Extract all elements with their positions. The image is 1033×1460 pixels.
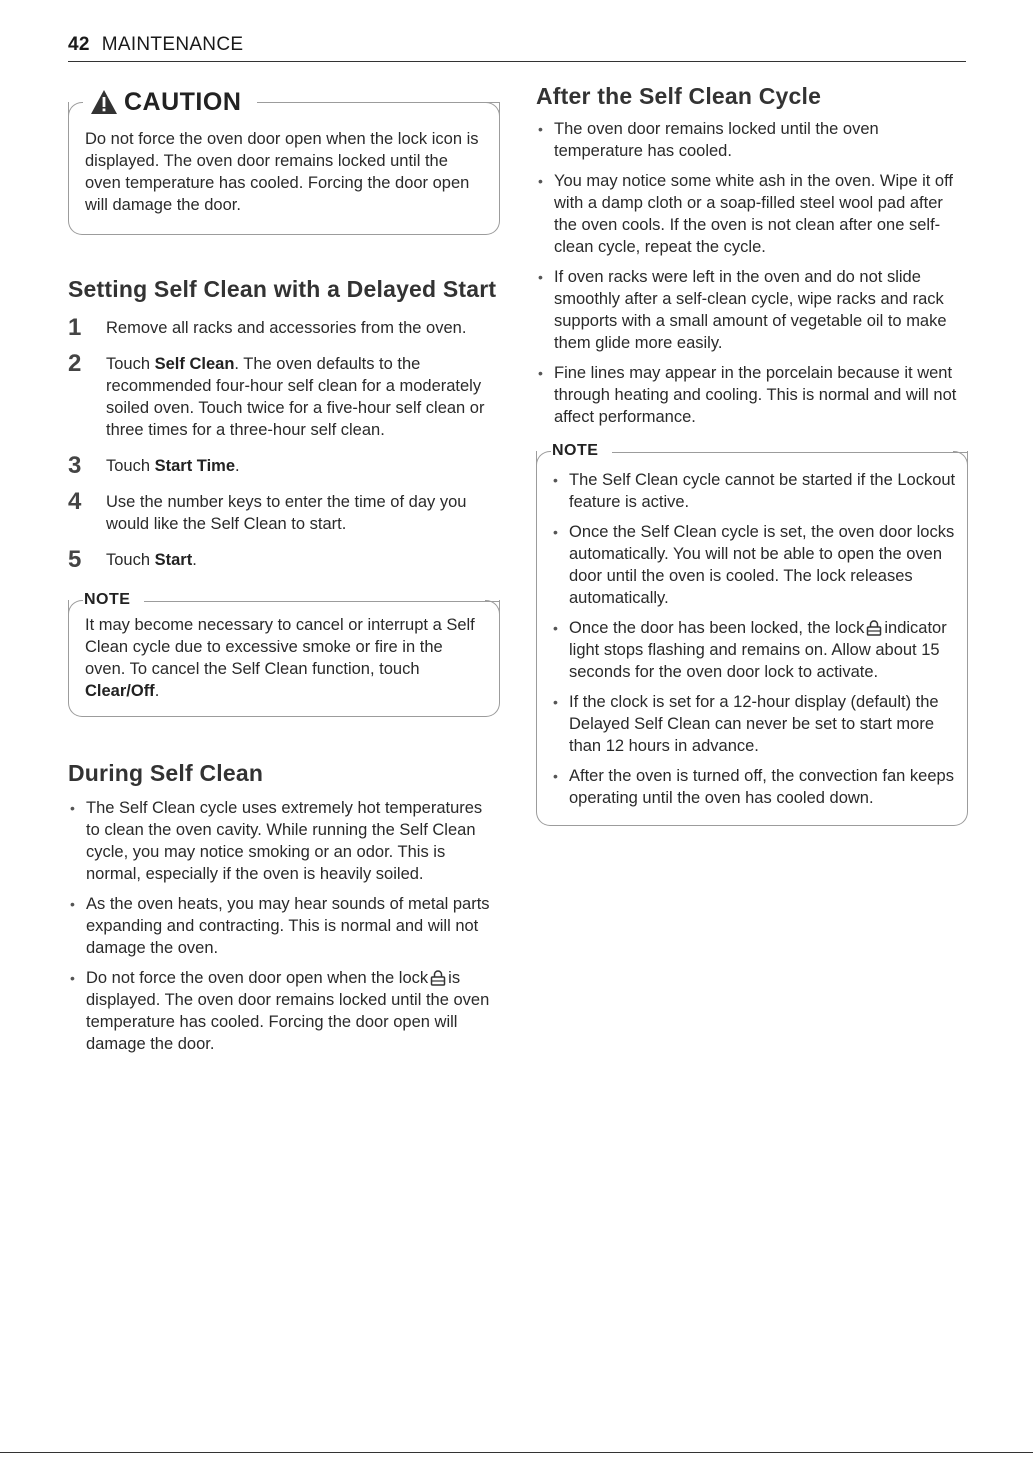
note-box-delayed: [68, 585, 500, 717]
note-text: It may become necessary to cancel or interrupt a Self Clean cycle due to excessive smoke or fire in the oven. To cancel the Self Clean function, touch Clear/Off.: [85, 616, 475, 700]
list-item: • If oven racks were left in the oven and do not slide smoothly after a self-clean cycle, wipe racks and rack supports with a small amount of vegetable oil to make them glide more easily.: [536, 266, 968, 354]
button-name: Start Time: [154, 457, 236, 475]
step-3: [68, 452, 500, 479]
step-text: .: [192, 551, 197, 569]
step-text: Touch: [106, 551, 155, 569]
caution-title: CAUTION: [124, 87, 242, 116]
step-number: 5: [68, 546, 82, 573]
after-list: [536, 118, 968, 428]
step-number: 2: [68, 350, 82, 377]
step-text: Touch: [106, 355, 155, 373]
lock-icon: [866, 619, 882, 636]
note-title: NOTE: [84, 591, 131, 608]
list-item: • Once the door has been locked, the lock indicator light stops flashing and remains on. Allow about 15 seconds for the oven door lock to activate.: [551, 617, 957, 683]
section-heading-after: After the Self Clean Cycle: [536, 83, 822, 109]
step-text: Remove all racks and accessories from the oven.: [106, 319, 467, 337]
lock-icon: [430, 969, 446, 986]
list-item: • After the oven is turned off, the convection fan keeps operating until the oven has cooled down.: [551, 765, 957, 809]
step-5: [68, 546, 500, 573]
button-name: Clear/Off: [85, 682, 155, 700]
step-4: [68, 488, 500, 535]
section-heading-delayed: Setting Self Clean with a Delayed Start: [68, 276, 497, 302]
step-text: .: [235, 457, 240, 475]
note-list: [551, 469, 957, 809]
step-text: . The oven defaults to the recommended four-hour self clean for a moderately soiled oven. Touch twice for a five-hour self clean or three times for a three-hour self clean.: [106, 355, 485, 439]
list-item: • Fine lines may appear in the porcelain because it went through heating and cooling. This is normal and will not affect performance.: [536, 362, 968, 428]
note-box-after: [536, 436, 968, 826]
step-number: 3: [68, 452, 82, 479]
step-1: [68, 314, 500, 341]
list-item: • Do not force the oven door open when the lock is displayed. The oven door remains locked until the oven temperature has cooled. Forcing the door open will damage the door.: [68, 967, 500, 1055]
caution-text: Do not force the oven door open when the lock icon is displayed. The oven door remains locked until the oven temperature has cooled. Forcing the door open will damage the door.: [85, 130, 479, 214]
right-column: [536, 80, 968, 826]
step-2: [68, 350, 500, 441]
list-item: • You may notice some white ash in the oven. Wipe it off with a damp cloth or a soap-filled steel wool pad after the oven cools. If the oven is not clean after one self-clean cycle, repeat the cycle.: [536, 170, 968, 258]
list-item: • The Self Clean cycle uses extremely hot temperatures to clean the oven cavity. While running the Self Clean cycle, you may notice smoking or an odor. This is normal, especially if the oven is heavily soiled.: [68, 797, 500, 885]
left-column: [68, 80, 500, 1063]
section-title: MAINTENANCE: [101, 34, 244, 55]
caution-box: [68, 80, 500, 235]
step-text: Use the number keys to enter the time of day you would like the Self Clean to start.: [106, 493, 467, 533]
button-name: Start: [154, 551, 193, 569]
list-item: • As the oven heats, you may hear sounds of metal parts expanding and contracting. This is normal and will not damage the oven.: [68, 893, 500, 959]
page-number: 42: [68, 34, 90, 55]
section-heading-during: During Self Clean: [68, 760, 264, 786]
bottom-rule: [0, 1452, 1033, 1453]
step-number: 4: [68, 488, 82, 515]
note-title: NOTE: [552, 442, 599, 459]
page-header: [68, 34, 966, 62]
list-item: • If the clock is set for a 12-hour display (default) the Delayed Self Clean can never be set to start more than 12 hours in advance.: [551, 691, 957, 757]
step-text: Touch: [106, 457, 155, 475]
button-name: Self Clean: [154, 355, 235, 373]
warning-triangle-icon: [90, 89, 118, 115]
list-item: • Once the Self Clean cycle is set, the oven door locks automatically. You will not be able to open the oven door until the oven is cooled. The lock releases automatically.: [551, 521, 957, 609]
step-number: 1: [68, 314, 82, 341]
steps-list: [68, 314, 500, 573]
list-item: • The Self Clean cycle cannot be started if the Lockout feature is active.: [551, 469, 957, 513]
list-item: • The oven door remains locked until the oven temperature has cooled.: [536, 118, 968, 162]
during-list: [68, 797, 500, 1055]
